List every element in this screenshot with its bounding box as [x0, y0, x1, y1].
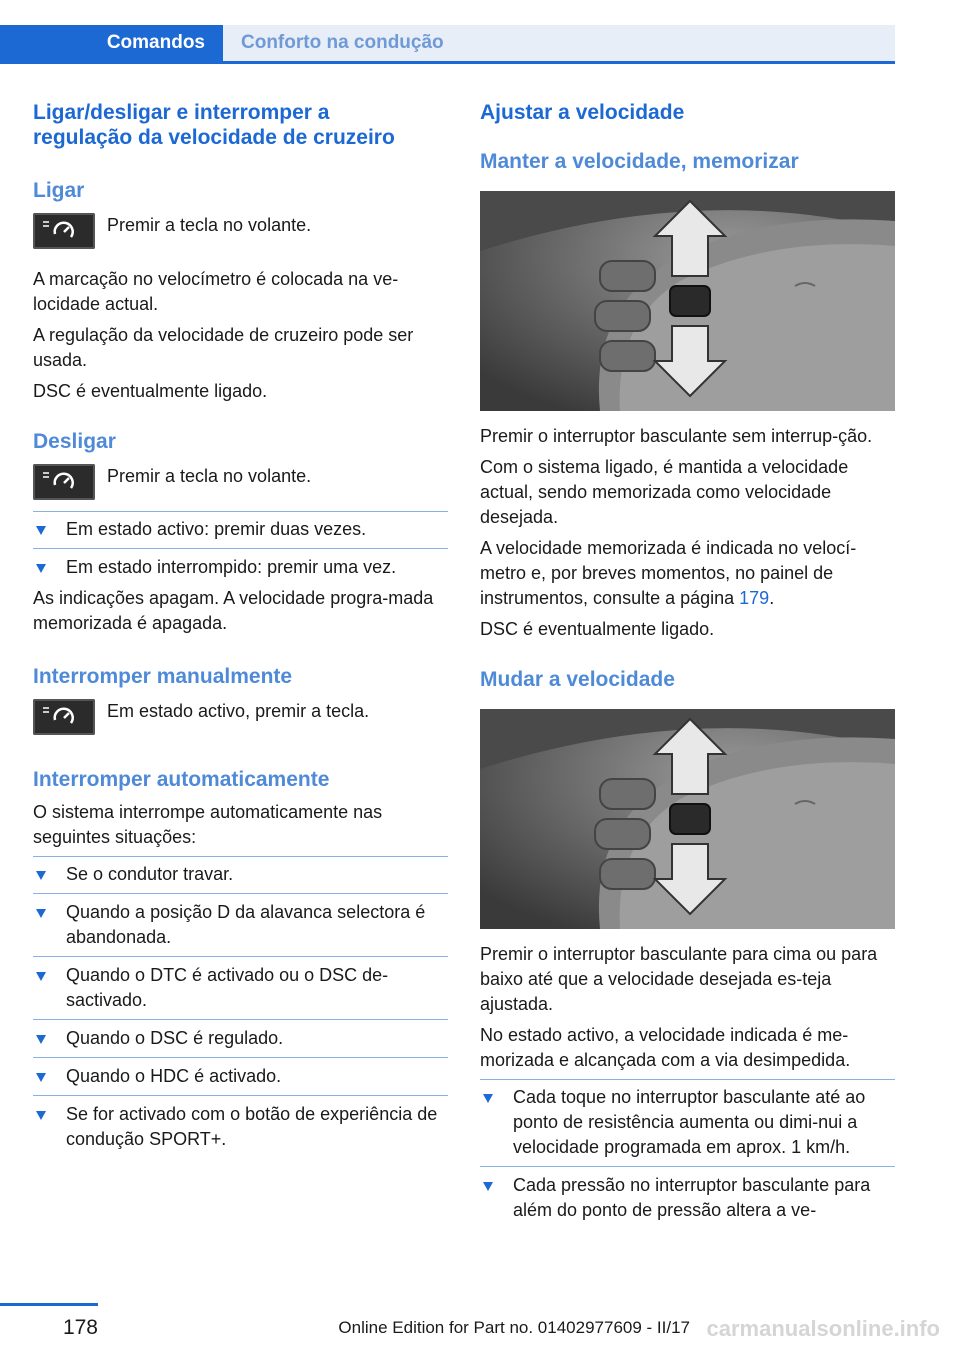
list-item	[33, 548, 448, 580]
sub1-paragraph-1: Premir o interruptor basculante sem interrup-ção.	[480, 426, 873, 446]
cruise-control-icon	[33, 464, 95, 500]
cruise-control-icon	[33, 699, 95, 735]
watermark: carmanualsonline.info	[706, 1316, 940, 1341]
steering-wheel-rocker-figure	[480, 191, 895, 411]
auto-paragraph: O sistema interrompe automaticamente nas seguintes situações:	[33, 802, 383, 847]
ligar-button-row	[33, 213, 448, 249]
tab-conforto-label: Conforto na condução	[241, 32, 444, 53]
heading-interromper-manualmente: Interromper manualmente	[33, 665, 293, 688]
desligar-paragraph: As indicações apagam. A velocidade progra-mada memorizada é apagada.	[33, 588, 434, 633]
list-item	[33, 956, 448, 1019]
triangle-bullet-icon	[483, 1182, 493, 1191]
triangle-bullet-icon	[36, 564, 46, 573]
divider	[480, 1079, 895, 1080]
list-item	[33, 517, 448, 548]
list-item-text: Em estado activo: premir duas vezes.	[66, 519, 367, 539]
divider	[33, 856, 448, 857]
section-title-ajustar: Ajustar a velocidade	[480, 101, 685, 124]
list-item-text: Em estado interrompido: premir uma vez.	[66, 557, 397, 577]
list-item	[480, 1166, 895, 1223]
section-title-ligar-desligar: Ligar/desligar e interromper a regulação da velocidade de cruzeiro	[33, 101, 395, 149]
steering-wheel-rocker-figure	[480, 709, 895, 929]
triangle-bullet-icon	[36, 526, 46, 535]
left-column	[33, 100, 448, 1152]
heading-desligar: Desligar	[33, 430, 116, 453]
sub1-paragraph-3	[480, 536, 895, 611]
triangle-bullet-icon	[36, 871, 46, 880]
list-item-text: Se for activado com o botão de experiência de condução SPORT+.	[66, 1104, 438, 1149]
triangle-bullet-icon	[483, 1094, 493, 1103]
desligar-list	[33, 517, 448, 580]
sub1-paragraph-3-text: A velocidade memorizada é indicada no velocí-metro e, por breves momentos, no painel de instrumentos, consulte a página	[480, 538, 857, 608]
heading-interromper-automaticamente: Interromper automaticamente	[33, 768, 330, 791]
sub1-paragraph-4: DSC é eventualmente ligado.	[480, 619, 715, 639]
list-item	[33, 1057, 448, 1095]
cruise-control-icon	[33, 213, 95, 249]
ligar-paragraph-3: DSC é eventualmente ligado.	[33, 381, 268, 401]
edition-text: Online Edition for Part no. 01402977609 - II/17	[338, 1318, 690, 1337]
page-link[interactable]: 179	[739, 588, 770, 608]
ligar-paragraph-2: A regulação da velocidade de cruzeiro pode ser usada.	[33, 325, 414, 370]
list-item-text: Se o condutor travar.	[66, 864, 234, 884]
auto-list	[33, 862, 448, 1152]
list-item	[480, 1085, 895, 1166]
list-item	[33, 893, 448, 956]
triangle-bullet-icon	[36, 1073, 46, 1082]
list-item-text: Cada pressão no interruptor basculante para além do ponto de pressão altera a ve-	[513, 1175, 871, 1220]
sub1-paragraph-3-end: .	[769, 588, 775, 608]
manual-button-row	[33, 699, 448, 735]
sub2-paragraph-1: Premir o interruptor basculante para cima ou para baixo até que a velocidade desejada es-teja ajustada.	[480, 944, 878, 1014]
page-number: 178	[62, 1316, 98, 1339]
ligar-paragraph-1: A marcação no velocímetro é colocada na ve-locidade actual.	[33, 269, 399, 314]
tab-conforto[interactable]	[223, 25, 895, 61]
header-divider	[0, 61, 895, 64]
heading-manter-velocidade: Manter a velocidade, memorizar	[480, 150, 799, 173]
list-item	[33, 862, 448, 893]
right-column	[480, 100, 895, 1223]
triangle-bullet-icon	[36, 909, 46, 918]
tab-comandos-label: Comandos	[106, 32, 205, 53]
divider	[33, 511, 448, 512]
tab-comandos[interactable]	[0, 25, 223, 61]
sub2-paragraph-2: No estado activo, a velocidade indicada é me-morizada e alcançada com a via desimpedida.	[480, 1025, 851, 1070]
list-item-text: Quando o DSC é regulado.	[66, 1028, 284, 1048]
triangle-bullet-icon	[36, 1111, 46, 1120]
list-item-text: Quando a posição D da alavanca selectora é abandonada.	[66, 902, 426, 947]
sub1-paragraph-2: Com o sistema ligado, é mantida a velocidade actual, sendo memorizada como velocidade desejada.	[480, 457, 849, 527]
triangle-bullet-icon	[36, 972, 46, 981]
heading-mudar-velocidade: Mudar a velocidade	[480, 668, 675, 691]
desligar-button-text: Premir a tecla no volante.	[107, 466, 312, 486]
list-item	[33, 1095, 448, 1152]
sub2-list	[480, 1085, 895, 1223]
manual-button-text: Em estado activo, premir a tecla.	[107, 701, 370, 721]
ligar-button-text: Premir a tecla no volante.	[107, 215, 312, 235]
list-item-text: Quando o DTC é activado ou o DSC de-sactivado.	[66, 965, 389, 1010]
footer-divider	[0, 1303, 98, 1306]
list-item	[33, 1019, 448, 1057]
list-item-text: Quando o HDC é activado.	[66, 1066, 282, 1086]
heading-ligar: Ligar	[33, 179, 85, 202]
triangle-bullet-icon	[36, 1035, 46, 1044]
list-item-text: Cada toque no interruptor basculante até ao ponto de resistência aumenta ou dimi-nui a velocidade programada em aprox. 1 km/h.	[513, 1087, 866, 1157]
desligar-button-row	[33, 464, 448, 500]
